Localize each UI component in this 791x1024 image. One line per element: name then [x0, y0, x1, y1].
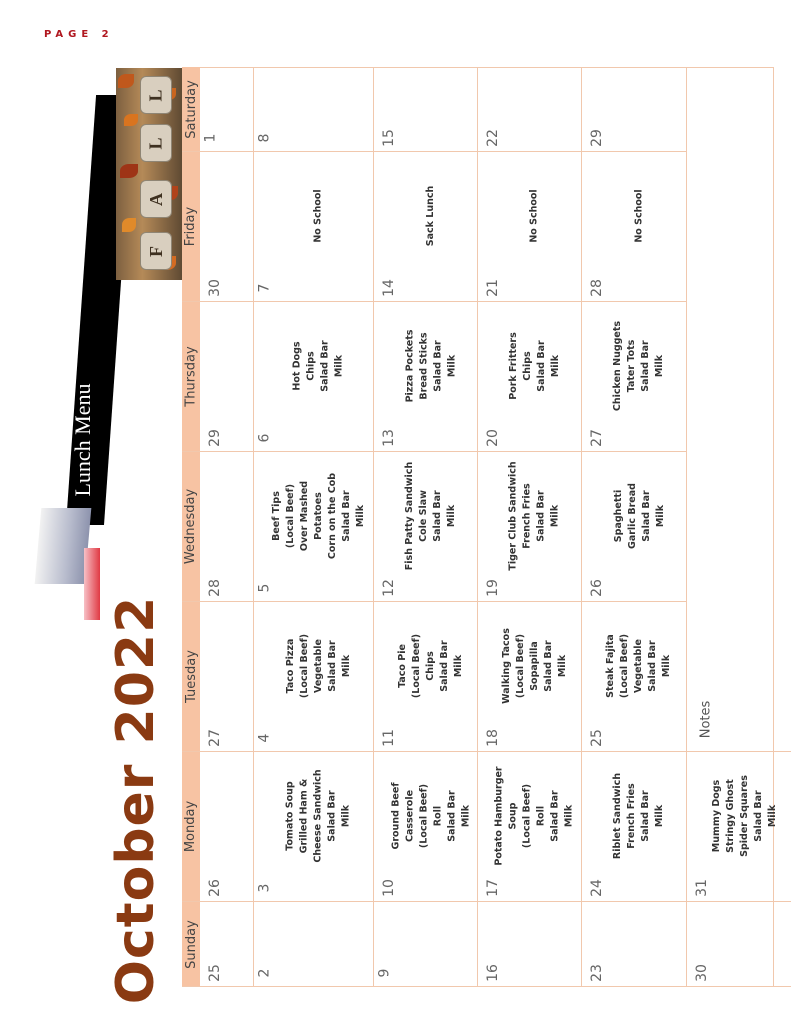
day-name: Sunday — [183, 919, 199, 969]
menu-item: Cole Slaw — [418, 490, 430, 542]
menu-item: (Local Beef) — [298, 633, 310, 699]
menu-cell — [268, 456, 370, 576]
menu-cell — [388, 306, 474, 426]
menu-item: Corn on the Cob — [327, 472, 338, 560]
menu-item: Milk — [766, 804, 778, 828]
decorative-gradient-block — [35, 508, 92, 584]
menu-item: Salad Bar — [341, 490, 352, 542]
menu-item: Salad Bar — [640, 340, 652, 392]
menu-item: Casserole — [404, 789, 415, 843]
date-number: 16 — [484, 964, 501, 982]
menu-cell — [268, 306, 370, 426]
menu-item: Tiger Club Sandwich — [508, 461, 520, 571]
menu-item: Salad Bar — [550, 790, 562, 842]
menu-item: Salad Bar — [647, 640, 659, 692]
menu-item: No School — [529, 189, 540, 243]
day-name: Wednesday — [183, 488, 199, 565]
date-number: 30 — [693, 964, 710, 982]
menu-item: Over Mashed — [299, 480, 310, 552]
notes-label: Notes — [698, 700, 714, 739]
menu-items — [528, 189, 542, 242]
menu-items — [403, 330, 459, 403]
menu-items — [284, 769, 354, 862]
menu-cell — [268, 156, 370, 276]
menu-cell — [268, 606, 370, 726]
menu-items — [612, 483, 668, 549]
menu-item: Spaghetti — [612, 489, 624, 543]
date-number: 20 — [484, 429, 501, 447]
date-number: 18 — [484, 729, 501, 747]
menu-items — [403, 462, 459, 570]
menu-item: (Local Beef) — [418, 783, 429, 849]
menu-items — [396, 634, 466, 698]
menu-item: Soup — [508, 802, 520, 830]
date-number: 6 — [256, 433, 273, 443]
date-number: 9 — [376, 968, 393, 978]
menu-item: French Fries — [522, 483, 534, 549]
fall-decoration-image — [116, 68, 182, 280]
menu-item: French Fries — [626, 783, 638, 849]
day-header — [182, 602, 200, 752]
fall-letter: F — [145, 245, 166, 257]
date-number: 27 — [588, 429, 605, 447]
menu-items — [270, 473, 368, 559]
page-label: PAGE 2 — [44, 29, 114, 40]
menu-cell — [388, 756, 474, 876]
menu-items — [312, 189, 326, 242]
date-number: 23 — [588, 964, 605, 982]
menu-cell — [492, 456, 578, 576]
date-number: 30 — [206, 279, 223, 297]
date-number: 28 — [588, 279, 605, 297]
menu-item: Milk — [550, 354, 561, 378]
menu-cell — [492, 306, 578, 426]
date-number: 25 — [206, 964, 223, 982]
date-number: 2 — [256, 968, 273, 978]
day-header — [182, 302, 200, 452]
menu-item: Milk — [334, 354, 345, 378]
menu-item: Salad Bar — [640, 790, 652, 842]
menu-item: Milk — [340, 654, 352, 678]
menu-item: Sopapilla — [528, 641, 540, 691]
day-name: Friday — [183, 206, 199, 247]
menu-items — [604, 634, 674, 698]
menu-item: Steak Fajita — [605, 634, 617, 698]
menu-item: Roll — [536, 805, 548, 827]
menu-item: Chips — [306, 351, 317, 381]
menu-item: Chicken Nuggets — [612, 320, 624, 412]
menu-item: Salad Bar — [446, 790, 457, 842]
date-number: 3 — [256, 883, 273, 893]
menu-item: Spider Squares — [738, 775, 750, 857]
menu-item: Stringy Ghost — [724, 779, 736, 853]
menu-item: Walking Tacos — [500, 628, 512, 704]
date-number: 15 — [380, 129, 397, 147]
menu-item: Milk — [445, 354, 457, 378]
menu-item: Salad Bar — [438, 640, 450, 692]
menu-item: Vegetable — [312, 639, 324, 693]
menu-item: Salad Bar — [320, 340, 331, 392]
menu-item: (Local Beef) — [619, 633, 631, 699]
menu-item: Chips — [522, 351, 533, 381]
date-number: 31 — [693, 879, 710, 897]
menu-item: Sack Lunch — [424, 185, 436, 247]
day-header — [182, 752, 200, 902]
day-name: Thursday — [183, 346, 199, 407]
menu-item: Milk — [452, 654, 464, 678]
menu-item: Salad Bar — [327, 790, 338, 842]
menu-item: Milk — [355, 504, 366, 528]
menu-item: Milk — [564, 804, 576, 828]
menu-item: Salad Bar — [326, 640, 338, 692]
menu-item: Pork Fritters — [508, 332, 519, 400]
menu-item: Pizza Pockets — [403, 329, 415, 403]
menu-items — [493, 766, 577, 865]
menu-items — [424, 186, 438, 246]
menu-item: Milk — [654, 354, 666, 378]
day-name: Saturday — [183, 79, 199, 139]
date-number: 10 — [380, 879, 397, 897]
menu-items — [612, 321, 668, 411]
menu-item: Salad Bar — [536, 490, 548, 542]
menu-cell — [596, 606, 683, 726]
menu-item: Vegetable — [633, 639, 645, 693]
menu-cell — [492, 156, 578, 276]
menu-item: (Local Beef) — [514, 633, 526, 699]
fall-letter: A — [145, 192, 166, 206]
day-header — [182, 452, 200, 602]
date-number: 17 — [484, 879, 501, 897]
date-number: 26 — [588, 579, 605, 597]
menu-cell — [492, 756, 578, 876]
date-number: 1 — [202, 133, 219, 143]
menu-cell — [596, 156, 683, 276]
menu-cell — [388, 456, 474, 576]
menu-item: Salad Bar — [542, 640, 554, 692]
menu-items — [284, 634, 354, 698]
menu-item: (Local Beef) — [410, 633, 422, 699]
menu-item: Milk — [446, 504, 458, 528]
date-number: 5 — [256, 583, 273, 593]
day-header-strip — [182, 67, 200, 987]
date-number: 7 — [256, 283, 273, 293]
menu-item: Riblet Sandwich — [612, 772, 624, 860]
menu-item: Grilled Ham & — [299, 778, 310, 854]
fall-letter: L — [145, 88, 166, 102]
menu-items — [611, 773, 667, 859]
date-number: 27 — [206, 729, 223, 747]
menu-items — [633, 189, 647, 242]
menu-item: Potatoes — [313, 492, 324, 540]
menu-item: Salad Bar — [536, 340, 547, 392]
menu-item: Salad Bar — [640, 490, 652, 542]
date-number: 29 — [588, 129, 605, 147]
menu-item: Tomato Soup — [285, 781, 296, 851]
day-header — [182, 67, 200, 152]
menu-cell — [268, 756, 370, 876]
menu-item: No School — [313, 189, 324, 243]
menu-item: Milk — [460, 804, 471, 828]
menu-item: Ground Beef — [390, 782, 401, 850]
menu-cell — [596, 306, 683, 426]
date-number: 24 — [588, 879, 605, 897]
menu-item: Milk — [550, 504, 562, 528]
menu-cell — [492, 606, 578, 726]
menu-item: Salad Bar — [432, 490, 444, 542]
month-title: October 2022 — [106, 595, 166, 1005]
menu-items — [291, 340, 347, 391]
day-header — [182, 902, 200, 987]
date-number: 28 — [206, 579, 223, 597]
menu-item: Chips — [424, 651, 436, 681]
menu-item: Fish Patty Sandwich — [404, 461, 416, 571]
date-number: 11 — [380, 729, 397, 747]
menu-items — [500, 628, 570, 704]
menu-cell — [596, 456, 683, 576]
lunch-calendar — [182, 67, 778, 987]
menu-item: Tater Tots — [626, 339, 638, 393]
fall-letter: L — [145, 136, 166, 150]
menu-item: Milk — [341, 804, 352, 828]
menu-item: (Local Beef) — [522, 783, 534, 849]
menu-item: Taco Pie — [396, 644, 408, 688]
menu-item: No School — [633, 189, 645, 243]
menu-item: (Local Beef) — [285, 483, 296, 549]
date-number: 14 — [380, 279, 397, 297]
menu-cell — [596, 756, 683, 876]
date-number: 12 — [380, 579, 397, 597]
date-number: 26 — [206, 879, 223, 897]
menu-item: Roll — [432, 805, 443, 827]
banner-title: Lunch Menu — [70, 383, 95, 497]
date-number: 25 — [588, 729, 605, 747]
menu-item: Potato Hamburger — [494, 766, 506, 866]
menu-item: Cheese Sandwich — [313, 769, 324, 863]
menu-item: Milk — [654, 504, 666, 528]
menu-items — [507, 332, 563, 400]
menu-item: Milk — [661, 654, 673, 678]
date-number: 29 — [206, 429, 223, 447]
menu-item: Beef Tips — [271, 491, 282, 541]
menu-item: Taco Pizza — [284, 638, 296, 694]
menu-cell — [388, 606, 474, 726]
menu-cell — [701, 756, 788, 876]
menu-items — [507, 461, 563, 570]
menu-item: Salad Bar — [752, 790, 764, 842]
date-number: 8 — [256, 133, 273, 143]
menu-cell — [388, 156, 474, 276]
menu-item: Milk — [556, 654, 568, 678]
menu-item: Bread Sticks — [417, 332, 429, 400]
menu-items — [709, 775, 779, 857]
date-number: 19 — [484, 579, 501, 597]
menu-item: Garlic Bread — [626, 483, 638, 549]
day-name: Monday — [183, 800, 199, 853]
day-header — [182, 152, 200, 302]
date-number: 4 — [256, 733, 273, 743]
menu-item: Mummy Dogs — [710, 779, 722, 853]
notes-area — [687, 67, 791, 752]
decorative-red-block — [84, 548, 100, 620]
date-number: 13 — [380, 429, 397, 447]
menu-item: Hot Dogs — [292, 341, 303, 391]
date-number: 21 — [484, 279, 501, 297]
menu-item: Milk — [654, 804, 666, 828]
menu-item: Salad Bar — [431, 340, 443, 392]
menu-items — [389, 783, 473, 850]
date-number: 22 — [484, 129, 501, 147]
day-name: Tuesday — [183, 650, 199, 703]
